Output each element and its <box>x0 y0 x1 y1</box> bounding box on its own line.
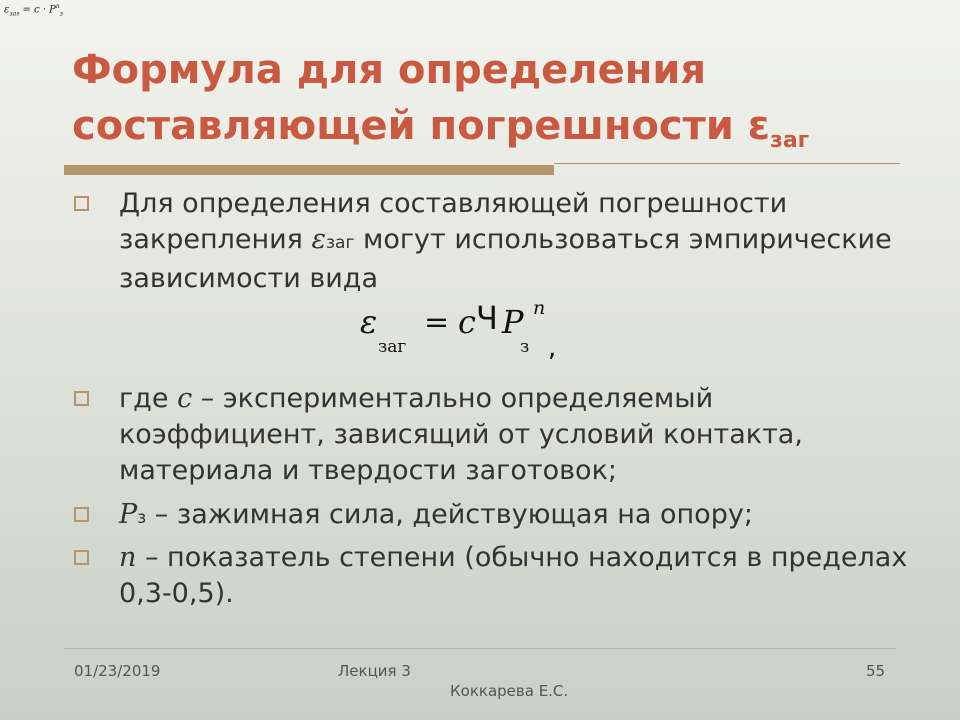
bullet-item: где c – экспериментально определяемый коэффициент, зависящий от условий контакта, материала и твердости заготовок; <box>72 381 912 489</box>
c-symbol: c <box>177 383 193 414</box>
formula-p: P <box>502 303 524 341</box>
main-formula <box>72 297 912 375</box>
title-underline-line <box>554 163 900 164</box>
square-bullet-icon <box>74 196 89 211</box>
title-line-2: составляющей погрешности ε <box>72 103 771 149</box>
epsilon-symbol: ε <box>311 224 327 255</box>
bullet-list <box>72 186 912 612</box>
title-underline-bar <box>64 165 554 175</box>
footer-divider <box>64 648 896 649</box>
title-subscript: заг <box>770 128 810 153</box>
bullet-item: Pз – зажимная сила, действующая на опору; <box>72 497 912 536</box>
formula-p-subscript: з <box>520 337 530 357</box>
formula-comma: , <box>548 333 557 363</box>
formula-exponent: n <box>533 297 546 319</box>
square-bullet-icon <box>74 391 89 406</box>
bullet-item: Для определения составляющей погрешности закрепления εзаг могут использоваться эмпирические зависимости вида <box>72 186 912 297</box>
n-symbol: n <box>119 542 137 573</box>
square-bullet-icon <box>74 550 89 565</box>
formula-c: c <box>458 303 476 341</box>
square-bullet-icon <box>74 507 89 522</box>
footer-date: 01/23/2019 <box>74 662 161 680</box>
formula-epsilon: ε <box>360 303 378 341</box>
footer-author: Коккарева Е.С. <box>450 682 569 700</box>
slide-title <box>72 42 912 169</box>
bullet-item: n – показатель степени (обычно находится в пределах 0,3-0,5). <box>72 540 912 612</box>
p-symbol: P <box>119 499 138 530</box>
formula-multiply: Ч <box>476 299 498 337</box>
corner-formula: $\varepsilon_{заг} = c \cdot P^n_з$ <box>4 3 64 18</box>
formula-equals: = <box>424 305 450 340</box>
footer-page-number: 55 <box>866 662 886 680</box>
formula-epsilon-subscript: заг <box>378 337 407 357</box>
footer-lecture: Лекция 3 <box>338 662 411 680</box>
title-line-1: Формула для определения <box>72 47 707 93</box>
